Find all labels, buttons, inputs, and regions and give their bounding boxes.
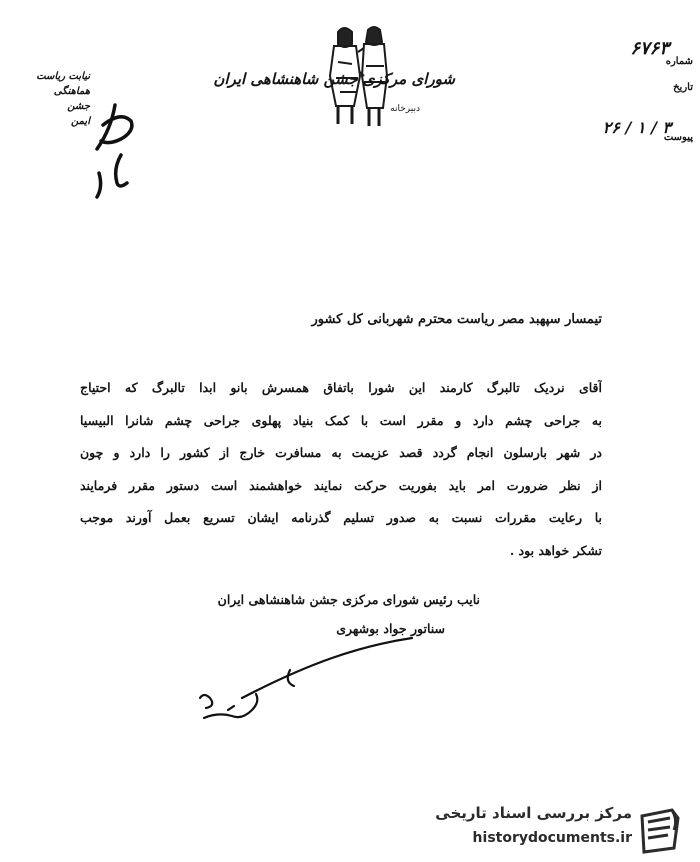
archive-logo-icon (636, 806, 684, 854)
letterhead-subtitle: دبیرخانه (390, 104, 420, 114)
signer-title: نایب رئیس شورای مرکزی جشن شاهنشاهی ایران (217, 592, 480, 607)
date-value: ۲۶ / ۱ / ۳ (602, 118, 671, 137)
margin-note-line: هماهنگی (53, 86, 90, 97)
number-value: ۶۷۶۳ (630, 38, 669, 59)
letterhead-title: شورای مرکزی جشن شاهنشاهی ایران (213, 70, 455, 88)
salutation: تیمسار سپهبد مصر ریاست محترم شهربانی کل کشور (311, 312, 602, 327)
body-line: تشکر خواهد بود . (509, 542, 602, 558)
number-row (585, 38, 693, 80)
body-line: به جراحی چشم دارد و مقرر است با کمک بنیاد پهلوی جراحی چشم شانرا البیسیا (80, 412, 602, 428)
date-row (585, 82, 693, 137)
handwritten-annotation-icon (75, 95, 145, 205)
body-line: از نظر ضرورت امر باید بفوریت حرکت نمایند خواهشمند است دستور مقرر فرمایند (80, 477, 602, 493)
date-label: تاریخ (673, 82, 693, 93)
attachment-row (585, 106, 693, 143)
watermark-url: historydocuments.ir (472, 830, 632, 846)
body-line: آقای نردیک تالبرگ کارمند این شورا باتفاق همسرش بانو ابدا تالبرگ که احتیاج (80, 380, 602, 395)
body-line: با رعایت مقررات نسبت به صدور تسلیم گذرنامه ایشان تسریع بعمل آورند موجب (80, 510, 602, 525)
signer-name: سناتور جواد بوشهری (336, 621, 445, 636)
signature-scribble-icon (180, 630, 420, 730)
margin-note-line: ایمن (71, 116, 90, 127)
attachment-label: پیوست (663, 132, 693, 143)
body-line: در شهر بارسلون انجام گردد قصد عزیمت به مسافرت خارج از کشور را دارد و چون (80, 445, 602, 460)
watermark-title: مرکز بررسی اسناد تاریخی (435, 804, 632, 822)
margin-note-line: جشن (67, 101, 90, 112)
number-label: شماره (665, 56, 693, 67)
letter-body (80, 372, 602, 567)
margin-note-line: نیابت ریاست (36, 71, 90, 82)
